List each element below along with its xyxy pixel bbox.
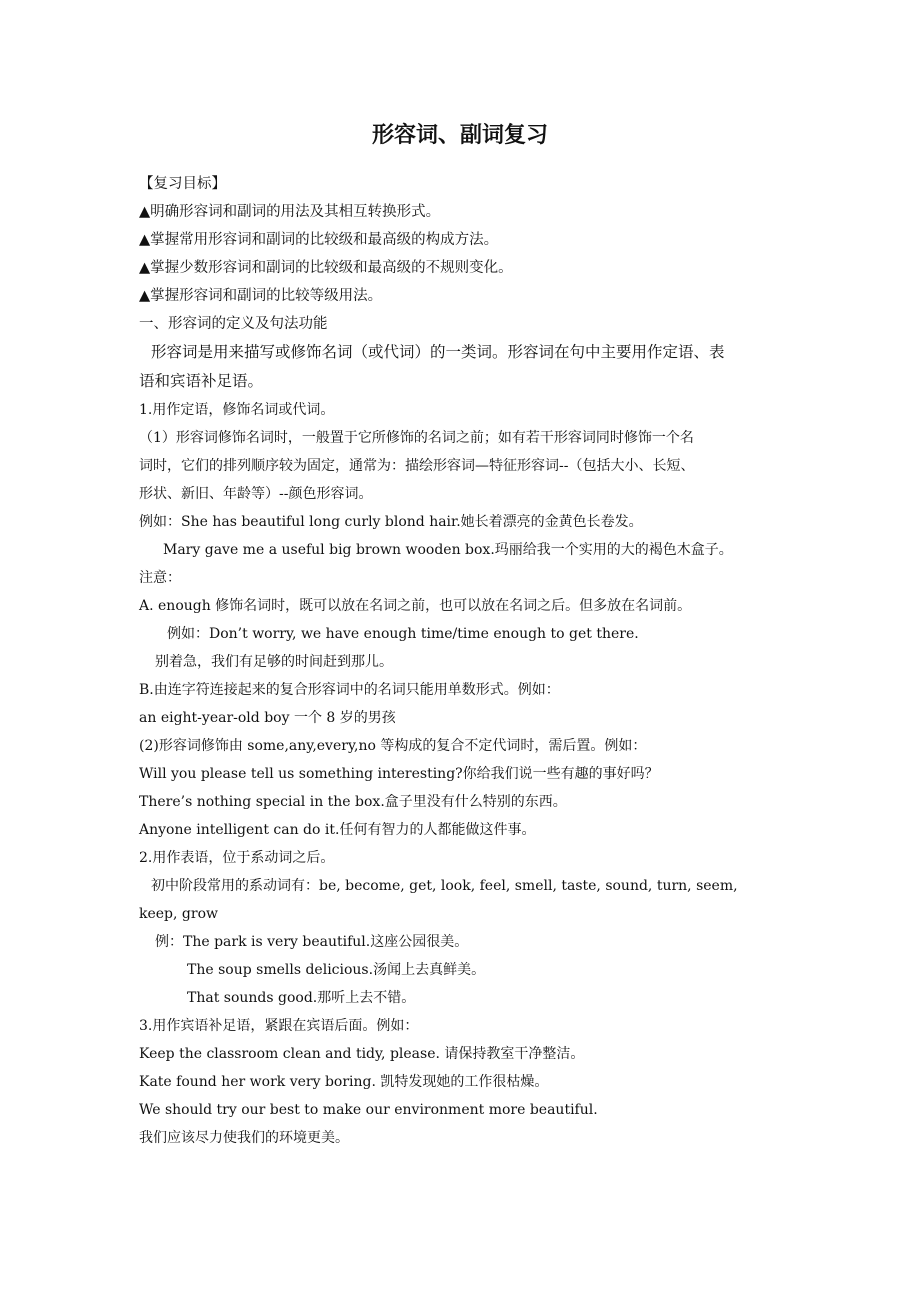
objective-item: ▲掌握少数形容词和副词的比较级和最高级的不规则变化。	[139, 260, 513, 276]
example-line: Mary gave me a useful big brown wooden box.玛丽给我一个实用的大的褐色木盒子。	[163, 542, 733, 558]
intro-paragraph: 语和宾语补足语。	[139, 372, 264, 390]
objective-item: ▲掌握常用形容词和副词的比较级和最高级的构成方法。	[139, 232, 499, 248]
example-line: an eight-year-old boy 一个 8 岁的男孩	[139, 710, 396, 726]
example-line: There’s nothing special in the box.盒子里没有什么特别的东西。	[139, 794, 567, 810]
translation-line: 我们应该尽力使我们的环境更美。	[139, 1130, 349, 1146]
paragraph-line: 形状、新旧、年龄等）--颜色形容词。	[139, 486, 373, 502]
example-line: We should try our best to make our environment more beautiful.	[139, 1102, 598, 1118]
note-b: B.由连字符连接起来的复合形容词中的名词只能用单数形式。例如：	[139, 682, 560, 698]
objectives-heading: 【复习目标】	[139, 176, 226, 192]
paragraph-line: (2)形容词修饰由 some,any,every,no 等构成的复合不定代词时，需后置。例如：	[139, 738, 647, 754]
example-line: 例：The park is very beautiful.这座公园很美。	[155, 934, 469, 950]
note-a: A. enough 修饰名词时，既可以放在名词之前，也可以放在名词之后。但多放在名词前。	[139, 598, 692, 614]
example-line: The soup smells delicious.汤闻上去真鲜美。	[187, 962, 486, 978]
subsection-heading: 1.用作定语，修饰名词或代词。	[139, 402, 335, 418]
example-line: Anyone intelligent can do it.任何有智力的人都能做这件事。	[139, 822, 536, 838]
paragraph-line: （1）形容词修饰名词时，一般置于它所修饰的名词之前；如有若干形容词同时修饰一个名	[139, 430, 694, 446]
example-line: Will you please tell us something interesting?你给我们说一些有趣的事好吗？	[139, 766, 659, 782]
page-title: 形容词、副词复习	[371, 123, 548, 148]
document-body	[139, 170, 789, 1152]
example-line: Kate found her work very boring. 凯特发现她的工作很枯燥。	[139, 1074, 549, 1090]
translation-line: 别着急，我们有足够的时间赶到那儿。	[155, 654, 393, 670]
example-line: Keep the classroom clean and tidy, please. 请保持教室干净整洁。	[139, 1046, 585, 1062]
example-line: 例如：Don’t worry, we have enough time/time enough to get there.	[167, 626, 639, 642]
section-heading: 一、形容词的定义及句法功能	[139, 316, 328, 332]
paragraph-line: 词时，它们的排列顺序较为固定，通常为：描绘形容词—特征形容词--（包括大小、长短、	[139, 458, 695, 474]
note-label: 注意：	[139, 570, 181, 586]
intro-paragraph: 形容词是用来描写或修饰名词（或代词）的一类词。形容词在句中主要用作定语、表	[151, 343, 725, 361]
example-line: 例如：She has beautiful long curly blond hair.她长着漂亮的金黄色长卷发。	[139, 514, 643, 530]
objective-item: ▲明确形容词和副词的用法及其相互转换形式。	[139, 204, 441, 220]
subsection-heading: 3.用作宾语补足语，紧跟在宾语后面。例如：	[139, 1018, 419, 1034]
paragraph-line: 初中阶段常用的系动词有：be, become, get, look, feel, smell, taste, sound, turn, seem,	[151, 878, 738, 894]
subsection-heading: 2.用作表语，位于系动词之后。	[139, 850, 335, 866]
example-line: That sounds good.那听上去不错。	[187, 990, 416, 1006]
paragraph-line: keep, grow	[139, 906, 218, 922]
objective-item: ▲掌握形容词和副词的比较等级用法。	[139, 288, 383, 304]
